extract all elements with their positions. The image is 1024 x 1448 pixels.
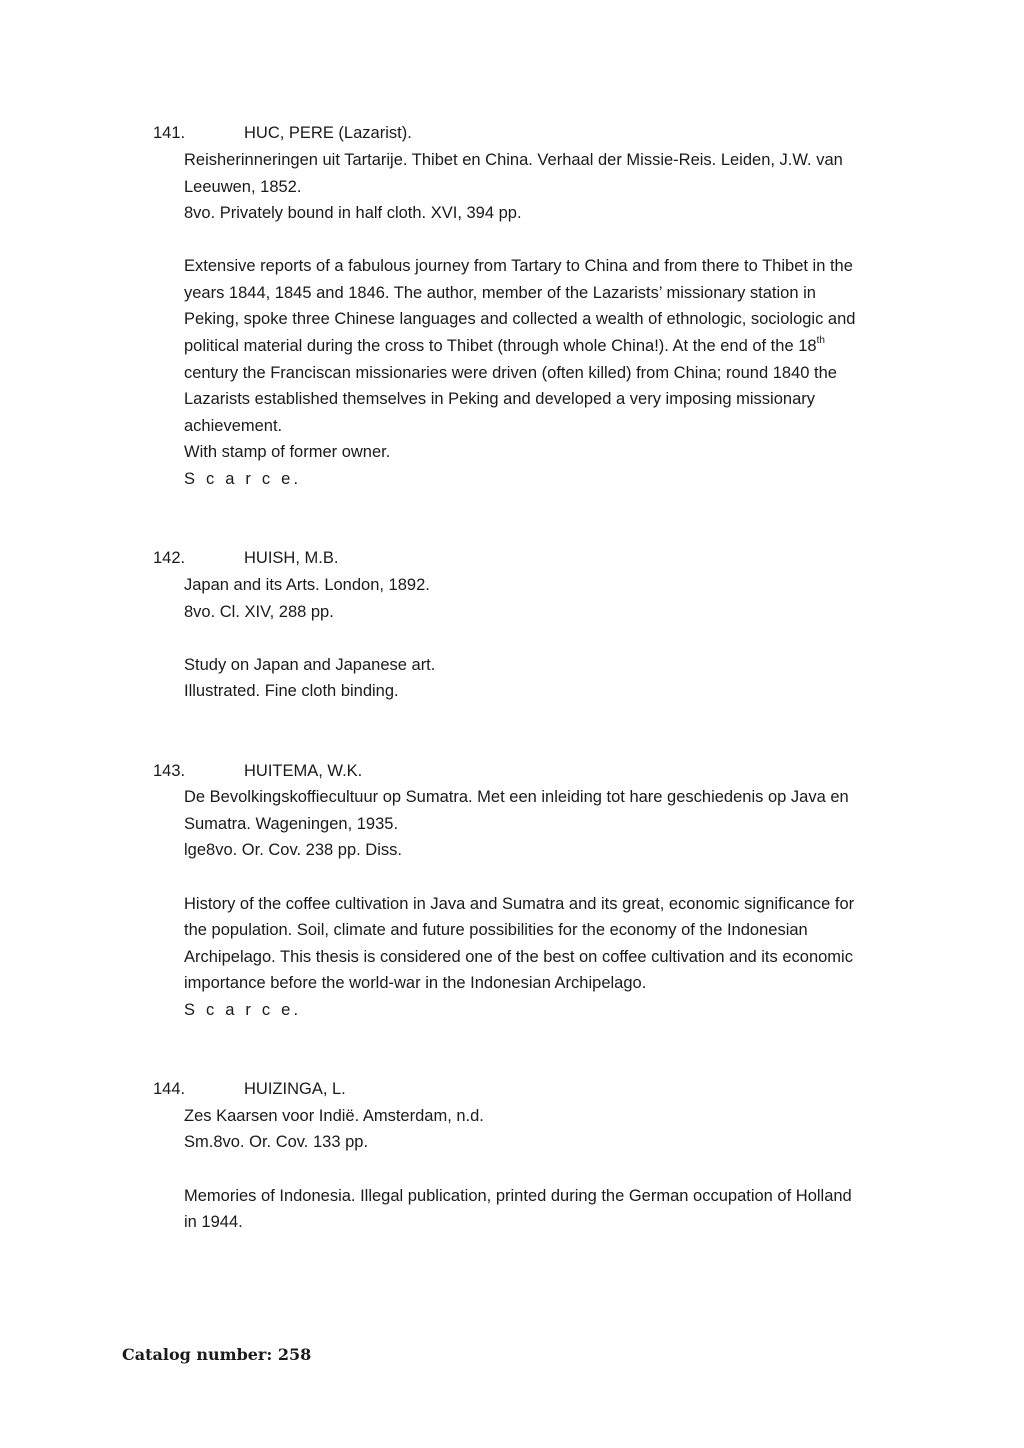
entry-description-line: achievement. (184, 417, 283, 435)
entry-title-line: Sumatra. Wageningen, 1935. (184, 815, 399, 833)
entry-scarce-note: S c a r c e. (184, 470, 302, 488)
entry-author: HUIZINGA, L. (244, 1080, 346, 1098)
entry-format: 8vo. Cl. XIV, 288 pp. (184, 603, 334, 621)
entry-title-line: Reisherinneringen uit Tartarije. Thibet en China. Verhaal der Missie-Reis. Leiden, J.W. van (184, 151, 843, 169)
entry-description-line: Peking, spoke three Chinese languages and collected a wealth of ethnologic, sociologic and (184, 310, 856, 328)
catalog-number-footer: Catalog number: 258 (122, 1345, 312, 1364)
entry-format: Sm.8vo. Or. Cov. 133 pp. (184, 1133, 369, 1151)
entry-description-line: Extensive reports of a fabulous journey from Tartary to China and from there to Thibet in the (184, 257, 853, 275)
entry-description-line: Study on Japan and Japanese art. (184, 656, 436, 674)
entry-description-line: years 1844, 1845 and 1846. The author, member of the Lazarists’ missionary station in (184, 284, 816, 302)
entry-description-line: Archipelago. This thesis is considered one of the best on coffee cultivation and its economic (184, 948, 853, 966)
entry-number: 141. (153, 124, 186, 142)
entry-number: 143. (153, 762, 186, 780)
entry-description-line: the population. Soil, climate and future possibilities for the economy of the Indonesian (184, 921, 808, 939)
entry-description-line: century the Franciscan missionaries were driven (often killed) from China; round 1840 the (184, 364, 837, 382)
entry-description-line: History of the coffee cultivation in Java and Sumatra and its great, economic significance for (184, 895, 855, 913)
entry-author: HUC, PERE (Lazarist). (244, 124, 412, 142)
entry-author: HUISH, M.B. (244, 549, 339, 567)
entry-description-line: importance before the world-war in the Indonesian Archipelago. (184, 974, 647, 992)
entry-note: Illustrated. Fine cloth binding. (184, 682, 399, 700)
entry-scarce-note: S c a r c e. (184, 1001, 302, 1019)
entry-format: lge8vo. Or. Cov. 238 pp. Diss. (184, 841, 402, 859)
entry-number: 142. (153, 549, 186, 567)
entry-note: With stamp of former owner. (184, 443, 391, 461)
entry-description-line: Lazarists established themselves in Peking and developed a very imposing missionary (184, 390, 815, 408)
entry-number: 144. (153, 1080, 186, 1098)
entry-format: 8vo. Privately bound in half cloth. XVI, 394 pp. (184, 204, 522, 222)
entry-description-line: Memories of Indonesia. Illegal publication, printed during the German occupation of Holland (184, 1187, 852, 1205)
entry-title-line: Leeuwen, 1852. (184, 178, 302, 196)
entry-author: HUITEMA, W.K. (244, 762, 363, 780)
entry-title-line: Japan and its Arts. London, 1892. (184, 576, 430, 594)
superscript: th (816, 334, 825, 346)
entry-title-line: Zes Kaarsen voor Indië. Amsterdam, n.d. (184, 1107, 484, 1125)
entry-description-line: in 1944. (184, 1213, 243, 1231)
entry-description-line: political material during the cross to Thibet (through whole China!). At the end of the 18th (184, 334, 825, 355)
entry-title-line: De Bevolkingskoffiecultuur op Sumatra. Met een inleiding tot hare geschiedenis op Java en (184, 788, 849, 806)
